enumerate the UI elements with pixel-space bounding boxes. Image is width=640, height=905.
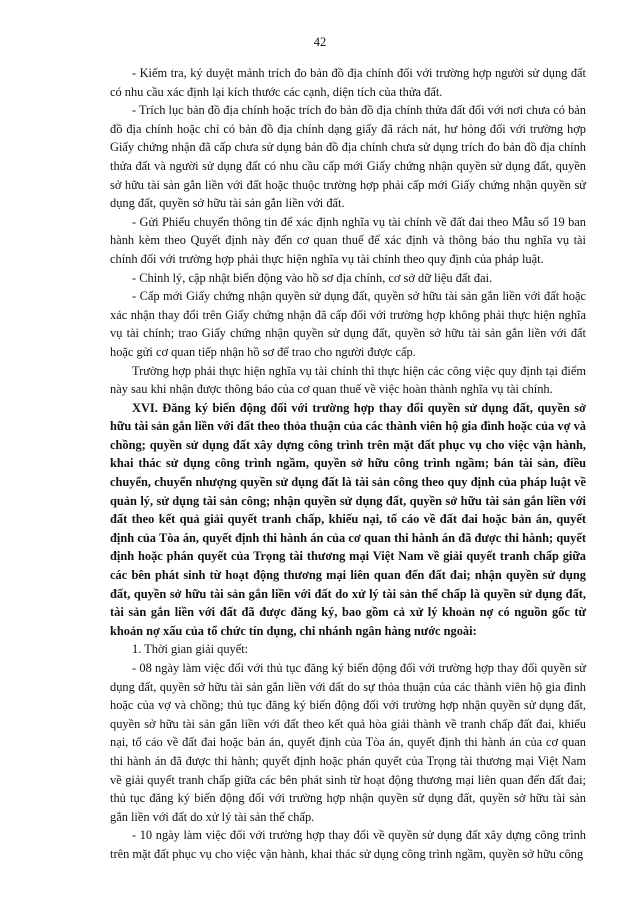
body-paragraph: - Chỉnh lý, cập nhật biến động vào hồ sơ địa chính, cơ sở dữ liệu đất đai. <box>132 270 493 285</box>
body-paragraph: - Cấp mới Giấy chứng nhận quyền sử dụng đất, quyền sở hữu tài sản gắn liền với đất hoặc xác nhận thay đổi trên Giấy chứng nhận đã cấp đối với trường hợp không phải thực hiện nghĩa vụ tài chính; trao Giấy chứng nhận quyền sử dụng đất, quyền sở hữu tài sản gắn liền với đất hoặc gửi cơ quan tiếp nhận hồ sơ để trao cho người được cấp. <box>110 289 586 359</box>
body-paragraph: - Trích lục bản đồ địa chính hoặc trích đo bản đồ địa chính thửa đất đối với nơi chưa có bản đồ địa chính hoặc chỉ có bản đồ địa chính dạng giấy đã rách nát, hư hỏng đối với trường hợp Giấy chứng nhận đã cấp chưa sử dụng bản đồ địa chính chưa sử dụng trích đo bản đồ địa chính thửa đất và người sử dụng đất có nhu cầu cấp mới Giấy chứng nhận quyền sử dụng đất, quyền sở hữu tài sản gắn liền với đất hoặc thuộc trường hợp phải cấp mới Giấy chứng nhận quyền sử dụng đất, quyền sở hữu tài sản gắn liền với đất. <box>110 103 586 211</box>
body-paragraph: - Gửi Phiếu chuyển thông tin để xác định nghĩa vụ tài chính về đất đai theo Mẫu số 19 ban hành kèm theo Quyết định này đến cơ quan thuế để xác định và thông báo thu nghĩa vụ tài chính đối với trường hợp phải thực hiện nghĩa vụ tài chính theo quy định của pháp luật. <box>110 214 586 266</box>
body-paragraph: - 08 ngày làm việc đối với thủ tục đăng ký biến động đối với trường hợp thay đổi quyền sử dụng đất, quyền sở hữu tài sản gắn liền với đất do sự thỏa thuận của các thành viên hộ gia đình hoặc của vợ và chồng; thủ tục đăng ký biến động đối với trường hợp nhận quyền sử dụng đất, quyền sở hữu tài sản gắn liền với đất theo kết quả hòa giải thành về tranh chấp đất đai, khiếu nại, tố cáo về đất đai hoặc bản án, quyết định của Tòa án, quyết định thi hành án của cơ quan thi hành án đã được thi hành; quyết định hoặc phán quyết của Trọng tài thương mại Việt Nam về giải quyết tranh chấp giữa các bên phát sinh từ hoạt động thương mại liên quan đến đất đai; thủ tục đăng ký biến động đối với trường hợp nhận quyền sử dụng đất, quyền sở hữu tài sản gắn liền với đất do xử lý tài sản thế chấp. <box>110 661 586 824</box>
document-body <box>110 64 586 864</box>
body-paragraph: Trường hợp phải thực hiện nghĩa vụ tài chính thì thực hiện các công việc quy định tại điểm này sau khi nhận được thông báo của cơ quan thuế về việc hoàn thành nghĩa vụ tài chính. <box>110 363 586 397</box>
page-number: 42 <box>313 35 327 49</box>
body-paragraph: 1. Thời gian giải quyết: <box>132 642 249 657</box>
body-paragraph: - 10 ngày làm việc đối với trường hợp thay đổi về quyền sử dụng đất xây dựng công trình trên mặt đất phục vụ cho việc vận hành, khai thác sử dụng công trình ngầm, quyền sở hữu công <box>110 828 586 861</box>
body-paragraph: - Kiểm tra, ký duyệt mảnh trích đo bản đồ địa chính đối với trường hợp người sử dụng đất có nhu cầu xác định lại kích thước các cạnh, diện tích của thửa đất. <box>110 66 586 99</box>
section-heading-paragraph: XVI. Đăng ký biến động đối với trường hợp thay đổi quyền sử dụng đất, quyền sở hữu tài sản gắn liền với đất theo thỏa thuận của các thành viên hộ gia đình hoặc của vợ và chồng; quyền sử dụng đất xây dựng công trình trên mặt đất phục vụ cho việc vận hành, khai thác sử dụng công trình ngầm, quyền sở hữu công trình ngầm; bán tài sản, điều chuyển, chuyển nhượng quyền sử dụng đất là tài sản công theo quy định của pháp luật về quản lý, sử dụng tài sản công; nhận quyền sử dụng đất, quyền sở hữu tài sản gắn liền với đất theo kết quả giải quyết tranh chấp, khiếu nại, tố cáo về đất đai hoặc bản án, quyết định của Tòa án, quyết định thi hành án của cơ quan thi hành án đã được thi hành; quyết định hoặc phán quyết của Trọng tài thương mại Việt Nam về giải quyết tranh chấp giữa các bên phát sinh từ hoạt động thương mại liên quan đến đất đai; nhận quyền sử dụng đất, quyền sở hữu tài sản gắn liền với đất do xử lý tài sản thế chấp là quyền sử dụng đất, tài sản gắn liền với đất đã được đăng ký, bao gồm cả xử lý khoản nợ có nguồn gốc từ khoản nợ xấu của tổ chức tín dụng, chi nhánh ngân hàng nước ngoài: <box>110 400 586 638</box>
